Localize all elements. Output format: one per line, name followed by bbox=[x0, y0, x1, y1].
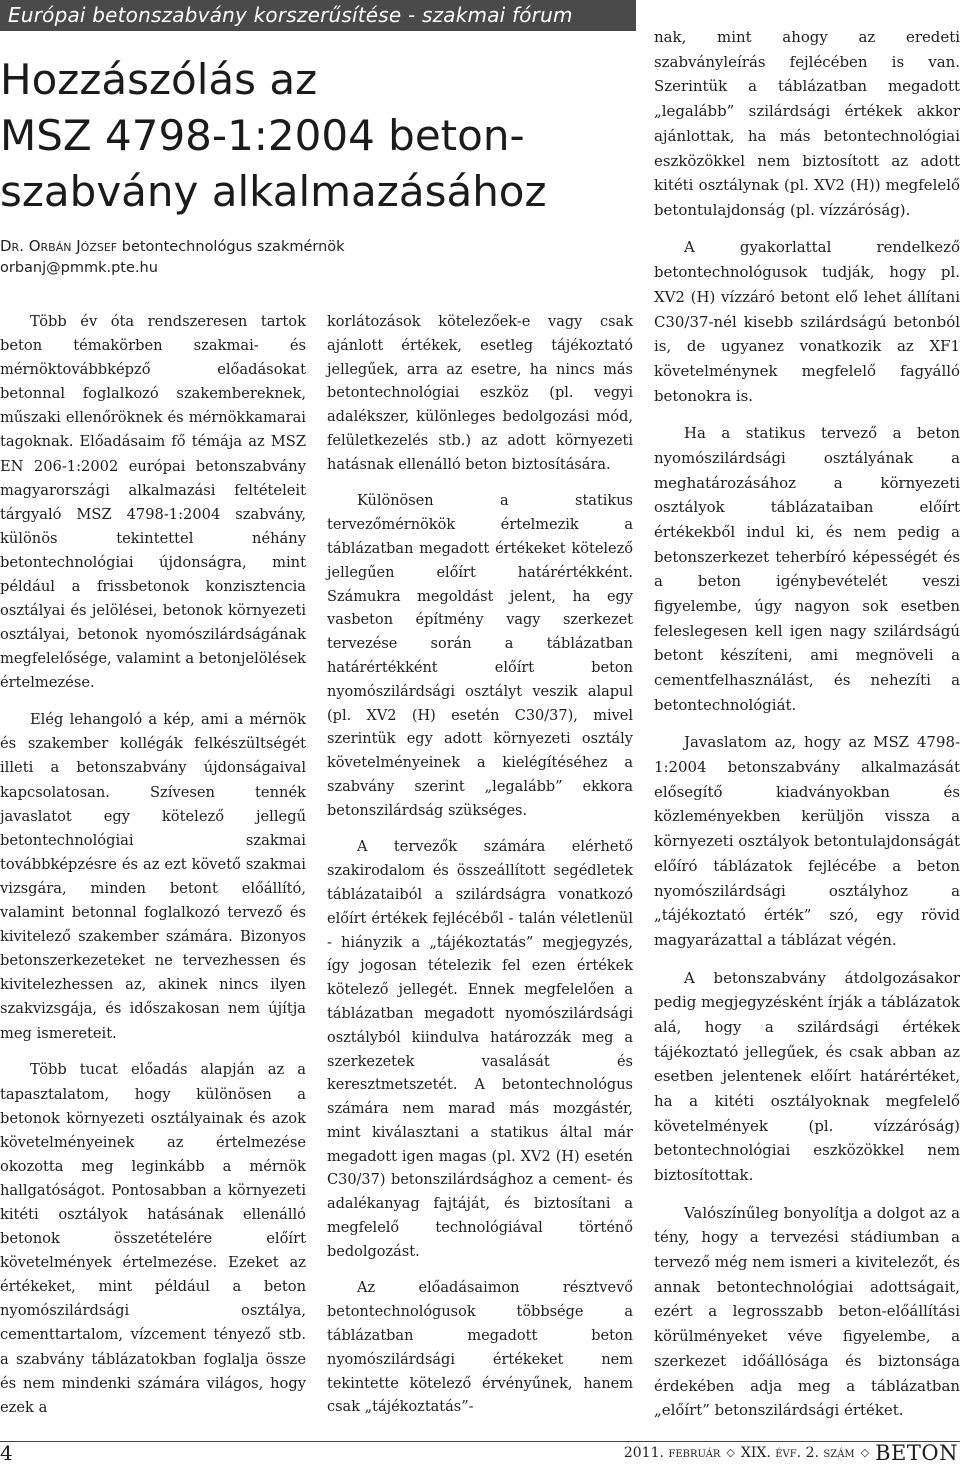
diamond-separator-icon: ◇ bbox=[860, 1446, 870, 1459]
byline bbox=[0, 236, 345, 257]
author-role: betontechnológus szakmérnök bbox=[121, 239, 345, 255]
paragraph: Ha a statikus tervező a beton nyomószilárdsági osztályának a meghatározásához a környezeti osztályok táblázataiban előírt értékekből indul ki, és nem pedig a betonszerkezet teherbíró képességét és a beton igénybevételét veszi figyelembe, úgy nagyon sok esetben feleslegesen kell igen nagy szilárdságú betont készíteni, ami megnöveli a cementfelhasználást, és nehezíti a betontechnológiát. bbox=[654, 424, 960, 714]
paragraph: A gyakorlattal rendelkező betontechnológusok tudják, hogy pl. XV2 (H) vízzáró betont elő lehet állítani C30/37-nél kisebb szilárdságú betonból is, de ugyanez vonatkozik az XF1 követelménynek megfelelő fagyálló betonokra is. bbox=[654, 238, 960, 405]
paragraph: Különösen a statikus tervezőmérnökök értelmezik a táblázatban megadott értékeket kötelező jellegűen előírt határértékként. Számukra megoldást jelent, ha egy vasbeton építmény vagy szerkezet tervezése során a táblázatban határértékként előírt beton nyomószilárdsági osztályt veszik alapul (pl. XV2 (H) esetén C30/37), mivel szerintük egy adott környezeti osztály követelményeinek a kielégítéséhez a szabvány szerint „legalább” ekkora betonszilárdság szükséges. bbox=[327, 493, 633, 819]
text-column-2 bbox=[327, 311, 633, 1433]
issue-volume: XIX. évf. 2. szám bbox=[740, 1445, 855, 1461]
paragraph: A tervezők számára elérhető szakirodalom és összeállított segédletek táblázataiból a szilárdságra vonatkozó előírt értékek fejlécéből - talán véletlenül - hiányzik a „tájékoztatás” megjegyzés, így jogosan tételezik fel ezen értékek kötelező jellegét. Ennek megfelelően a táblázatban megadott nyomószilárdsági osztályból kiindulva határozzák meg a szerkezetek vasalását és keresztmetszetét. A betontechnológus számára nem marad más mozgástér, mint kiválasztani a statikus által már megadott igen magas (pl. XV2 (H) esetén C30/37) betonszilárdsághoz a cement- és adalékanyag fajtáját, és biztosítani a megfelelő technológiával történő bedolgozást. bbox=[327, 839, 633, 1260]
paragraph: nak, mint ahogy az eredeti szabványleírás fejlécében is van. Szerintük a táblázatban megadott „legalább” szilárdsági értékek akkor ajánlottak, ha más betontechnológiai eszközökkel nem biztosított az adott kitéti osztálynak (pl. XV2 (H)) megfelelő betontulajdonság (pl. vízzáróság). bbox=[654, 28, 960, 219]
page-number: 4 bbox=[0, 1441, 13, 1465]
paragraph: A betonszabvány átdolgozásakor pedig megjegyzésként írják a táblázatok alá, hogy a szilárdsági értékek tájékoztató jellegűek, és csak abban az esetben jelentenek előírt határértéket, ha a kitéti osztályoknak megfelelő követelmények (pl. vízzáróság) betontechnológiai eszközökkel nem biztosítottak. bbox=[654, 968, 960, 1185]
text-column-3 bbox=[654, 25, 960, 1436]
paragraph: korlátozások kötelezőek-e vagy csak ajánlott értékek, esetleg tájékoztató jellegűek, arra az esetre, ha nincs más betontechnológiai eszköz (pl. vegyi adalékszer, különleges bedolgozási mód, felületkezelés stb.) az adott környezeti hatásnak ellenálló beton biztosítására. bbox=[327, 314, 633, 473]
paragraph: Valószínűleg bonyolítja a dolgot az a tény, hogy a tervezési stádiumban a tervező még nem ismeri a kivitelezőt, és annak betontechnológiai adottságait, ezért a legrosszabb beton-előállítási körülményeket véve figyelembe, a szerkezet időállósága és biztonsága érdekében adja meg a táblázatban „előírt” betonszilárdsági értéket. bbox=[654, 1203, 960, 1420]
author-name: Dr. Orbán József bbox=[0, 237, 118, 255]
footer-issue-info bbox=[624, 1442, 958, 1464]
article-title-line: szabvány alkalmazásához bbox=[0, 167, 547, 216]
article-title-line: Hozzászólás az bbox=[0, 55, 318, 104]
text-column-1 bbox=[0, 310, 306, 1433]
article-title bbox=[0, 52, 636, 220]
paragraph: Elég lehangoló a kép, ami a mérnök és szakember kollégák felkészültségét illeti a betonszabvány újdonságaival kapcsolatosan. Szívesen tennék javaslatot egy kötelező jellegű betontechnológiai szakmai továbbképzésre és az ezt követő szakmai vizsgára, minden betont előállító, valamint betonnal foglalkozó tervező és kivitelező szakember számára. Bizonyos betonszerkezeteket ne tervezhessen és kivitelezhessen az, akinek nincs ilyen szakvizsgája, és időszakosan nem újítja meg ismereteit. bbox=[0, 711, 306, 1042]
author-email[interactable]: orbanj@pmmk.pte.hu bbox=[0, 260, 158, 276]
magazine-brand: BETON bbox=[875, 1441, 958, 1465]
paragraph: Több tucat előadás alapján az a tapasztalatom, hogy különösen a betonok környezeti osztályainak és azok követelményeinek az értelmezése okozotta meg leginkább a mérnök hallgatóságot. Pontosabban a környezeti kitéti osztályok hatásának ellenálló betonok összetételére előírt követelmények értelmezése. Ezeket az értékeket, mint például a beton nyomószilárdsági osztálya, cementtartalom, vízcement tényező stb. a szabvány táblázatokban foglalja össze és nem mindenki számára világos, hogy ezek a bbox=[0, 1061, 306, 1416]
paragraph: Javaslatom az, hogy az MSZ 4798-1:2004 betonszabvány alkalmazását elősegítő kiadványokban és közleményekben kerüljön vissza a környezeti osztályok betontulajdonságát előíró táblázatok fejlécébe a beton nyomószilárdsági osztályhoz a „tájékoztató érték” szó, egy rövid magyarázattal a táblázat végén. bbox=[654, 733, 960, 949]
article-title-line: MSZ 4798-1:2004 beton- bbox=[0, 111, 525, 160]
section-banner: Európai betonszabvány korszerűsítése - szakmai fórum bbox=[0, 0, 636, 31]
diamond-separator-icon: ◇ bbox=[726, 1446, 735, 1459]
issue-date: 2011. február bbox=[623, 1445, 721, 1461]
paragraph: Az előadásaimon résztvevő betontechnológusok többsége a táblázatban megadott beton nyomószilárdsági értékeket nem tekintette kötelező érvényűnek, hanem csak „tájékoztatás”- bbox=[327, 1280, 633, 1416]
paragraph: Több év óta rendszeresen tartok beton témakörben szakmai- és mérnöktovábbképző előadásokat betonnal foglalkozó szakembereknek, műszaki ellenőröknek és mérnökkamarai tagoknak. Előadásaim fő témája az MSZ EN 206-1:2002 európai betonszabvány magyarországi alkalmazási feltételeit tárgyaló MSZ 4798-1:2004 szabvány, különös tekintettel néhány betontechnológiai újdonságra, mint például a frissbetonok konzisztencia osztályai és jelölései, betonok környezeti osztályai, betonok nyomószilárdságának megfelelősége, valamint a betonjelölések értelmezése. bbox=[0, 313, 306, 692]
